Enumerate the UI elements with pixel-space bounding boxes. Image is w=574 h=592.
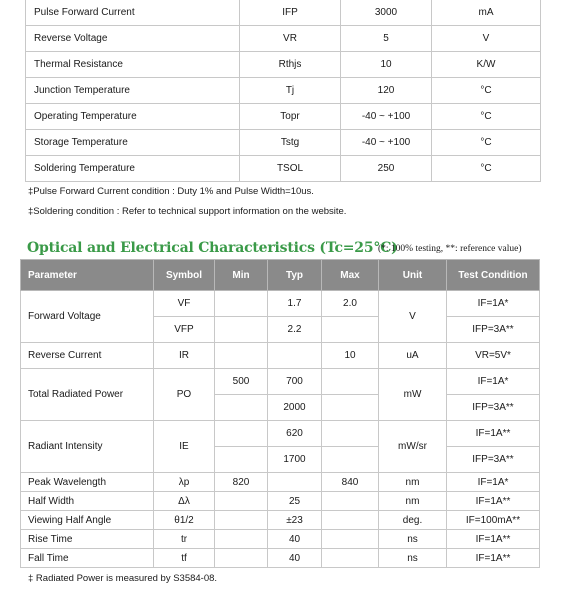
symbol-cell: Tstg [240,130,341,156]
condition-cell: IF=1A* [447,369,540,395]
max-cell [322,549,379,568]
min-cell: 820 [215,473,268,492]
symbol-cell: VFP [154,317,215,343]
value-cell: 3000 [341,0,432,26]
symbol-cell: VR [240,26,341,52]
param-cell: Forward Voltage [21,291,154,343]
param-cell: Junction Temperature [26,78,240,104]
max-cell [322,530,379,549]
table-row [21,421,540,447]
value-cell: -40 ~ +100 [341,130,432,156]
typ-cell [268,473,322,492]
min-cell [215,421,268,447]
table-row [21,492,540,511]
typ-cell: 1.7 [268,291,322,317]
param-cell: Storage Temperature [26,130,240,156]
param-cell: Pulse Forward Current [26,0,240,26]
param-cell: Soldering Temperature [26,156,240,182]
min-cell [215,447,268,473]
typ-cell: 25 [268,492,322,511]
table-row [26,0,541,26]
symbol-cell: PO [154,369,215,421]
unit-cell: °C [432,78,541,104]
unit-cell: nm [379,492,447,511]
pulse-note: ‡Pulse Forward Current condition : Duty 1% and Pulse Width=10us. [28,186,314,197]
param-cell: Viewing Half Angle [21,511,154,530]
symbol-cell: θ1/2 [154,511,215,530]
param-cell: Reverse Voltage [26,26,240,52]
table-row [26,156,541,182]
min-cell [215,317,268,343]
col-parameter: Parameter [21,260,154,291]
table-row [26,52,541,78]
table-row [21,291,540,317]
section-title: Optical and Electrical Characteristics (Tc=25°C) [27,240,398,256]
symbol-cell: IR [154,343,215,369]
table-row [26,130,541,156]
symbol-cell: Tj [240,78,341,104]
condition-cell: IF=100mA** [447,511,540,530]
symbol-cell: Δλ [154,492,215,511]
condition-cell: IF=1A** [447,549,540,568]
table-row [26,26,541,52]
unit-cell: deg. [379,511,447,530]
typ-cell: 2000 [268,395,322,421]
unit-cell: mA [432,0,541,26]
min-cell [215,343,268,369]
typ-cell [268,343,322,369]
symbol-cell: tr [154,530,215,549]
col-symbol: Symbol [154,260,215,291]
unit-cell: ns [379,530,447,549]
soldering-note: ‡Soldering condition : Refer to technical support information on the website. [28,206,347,217]
value-cell: 10 [341,52,432,78]
table-row [21,343,540,369]
max-cell: 10 [322,343,379,369]
unit-cell: nm [379,473,447,492]
value-cell: 250 [341,156,432,182]
symbol-cell: VF [154,291,215,317]
unit-cell: V [432,26,541,52]
param-cell: Thermal Resistance [26,52,240,78]
unit-cell: V [379,291,447,343]
max-cell [322,511,379,530]
unit-cell: °C [432,104,541,130]
typ-cell: 40 [268,549,322,568]
reference-note: (*: 100% testing, **: reference value) [378,244,522,254]
optical-electrical-table [20,259,540,568]
table-row [21,530,540,549]
table-row [26,78,541,104]
param-cell: Radiant Intensity [21,421,154,473]
unit-cell: mW [379,369,447,421]
param-cell: Operating Temperature [26,104,240,130]
unit-cell: °C [432,130,541,156]
max-cell [322,369,379,395]
unit-cell: ns [379,549,447,568]
col-typ: Typ [268,260,322,291]
min-cell [215,511,268,530]
condition-cell: IFP=3A** [447,447,540,473]
min-cell [215,530,268,549]
absolute-ratings-table [25,0,541,182]
max-cell [322,317,379,343]
max-cell [322,492,379,511]
symbol-cell: TSOL [240,156,341,182]
symbol-cell: IFP [240,0,341,26]
value-cell: 5 [341,26,432,52]
param-cell: Rise Time [21,530,154,549]
value-cell: 120 [341,78,432,104]
typ-cell: 700 [268,369,322,395]
min-cell [215,291,268,317]
symbol-cell: λp [154,473,215,492]
typ-cell: 1700 [268,447,322,473]
table-row [21,511,540,530]
typ-cell: 620 [268,421,322,447]
condition-cell: IFP=3A** [447,395,540,421]
unit-cell: uA [379,343,447,369]
typ-cell: ±23 [268,511,322,530]
condition-cell: IFP=3A** [447,317,540,343]
max-cell [322,421,379,447]
max-cell: 840 [322,473,379,492]
condition-cell: VR=5V* [447,343,540,369]
unit-cell: K/W [432,52,541,78]
symbol-cell: IE [154,421,215,473]
max-cell [322,395,379,421]
condition-cell: IF=1A** [447,530,540,549]
typ-cell: 40 [268,530,322,549]
min-cell [215,395,268,421]
param-cell: Fall Time [21,549,154,568]
condition-cell: IF=1A* [447,473,540,492]
col-test-condition: Test Condition [447,260,540,291]
symbol-cell: Rthjs [240,52,341,78]
col-min: Min [215,260,268,291]
param-cell: Peak Wavelength [21,473,154,492]
col-unit: Unit [379,260,447,291]
unit-cell: mW/sr [379,421,447,473]
max-cell: 2.0 [322,291,379,317]
radiated-power-note: ‡ Radiated Power is measured by S3584-08. [28,573,218,584]
max-cell [322,447,379,473]
min-cell: 500 [215,369,268,395]
condition-cell: IF=1A** [447,421,540,447]
param-cell: Half Width [21,492,154,511]
symbol-cell: tf [154,549,215,568]
unit-cell: °C [432,156,541,182]
value-cell: -40 ~ +100 [341,104,432,130]
symbol-cell: Topr [240,104,341,130]
typ-cell: 2.2 [268,317,322,343]
param-cell: Total Radiated Power [21,369,154,421]
table-row [26,104,541,130]
table-row [21,369,540,395]
min-cell [215,492,268,511]
param-cell: Reverse Current [21,343,154,369]
condition-cell: IF=1A** [447,492,540,511]
condition-cell: IF=1A* [447,291,540,317]
min-cell [215,549,268,568]
table-row [21,473,540,492]
col-max: Max [322,260,379,291]
table-row [21,549,540,568]
header-row [21,260,540,291]
